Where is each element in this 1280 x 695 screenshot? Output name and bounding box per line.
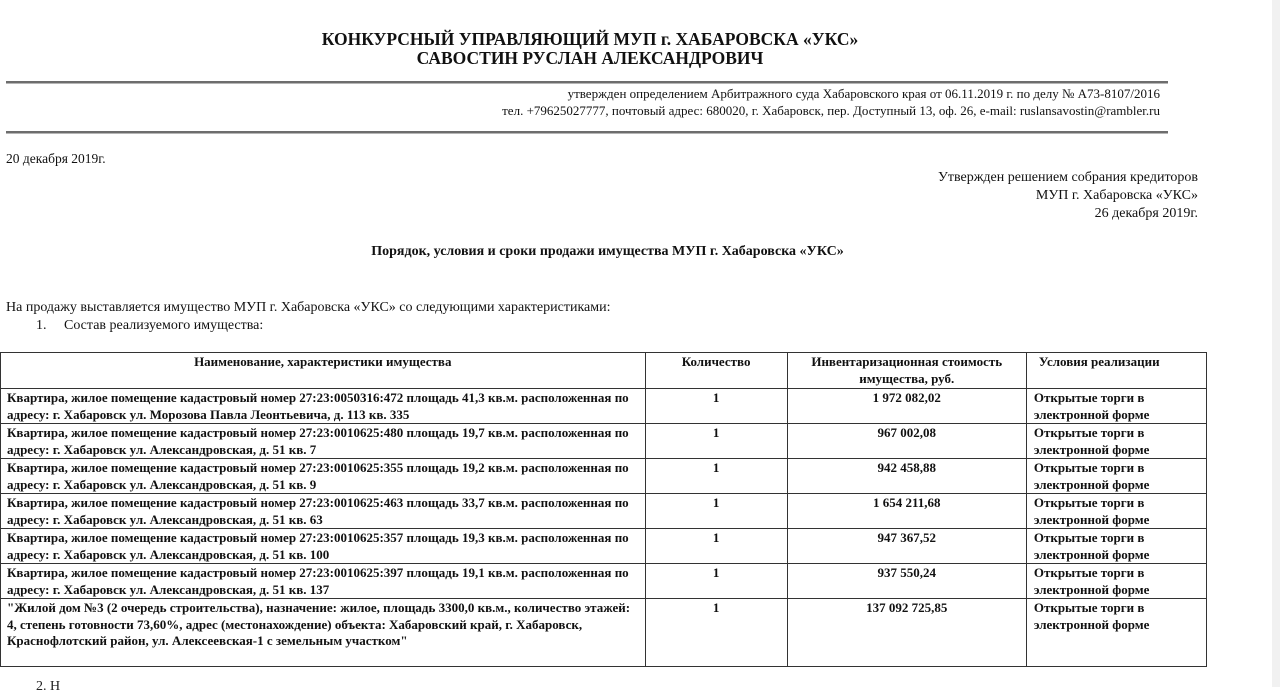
list-item-2-partial: 2. Н [36, 679, 61, 694]
cell-name: Квартира, жилое помещение кадастровый номер 27:23:0010625:357 площадь 19,3 кв.м. расположенная по адресу: г. Хабаровск ул. Александровская, д. 51 кв. 100 [1, 529, 646, 564]
cell-name: Квартира, жилое помещение кадастровый номер 27:23:0010625:355 площадь 19,2 кв.м. расположенная по адресу: г. Хабаровск ул. Александровская, д. 51 кв. 9 [1, 459, 646, 494]
cell-conditions: Открытые торги в электронной форме [1026, 494, 1206, 529]
cell-conditions: Открытые торги в электронной форме [1026, 424, 1206, 459]
column-header-name: Наименование, характеристики имущества [1, 353, 646, 389]
table-row [1, 494, 1207, 529]
column-header-quantity: Количество [645, 353, 787, 389]
cell-cost: 967 002,08 [787, 424, 1026, 459]
header-divider-bottom [6, 131, 1168, 134]
table-row [1, 389, 1207, 424]
cell-conditions: Открытые торги в электронной форме [1026, 529, 1206, 564]
property-table [0, 352, 1207, 667]
cell-cost: 947 367,52 [787, 529, 1026, 564]
cell-name: Квартира, жилое помещение кадастровый номер 27:23:0050316:472 площадь 41,3 кв.м. расположенная по адресу: г. Хабаровск ул. Морозова Павла Леонтьевича, д. 113 кв. 335 [1, 389, 646, 424]
table-row [1, 529, 1207, 564]
cell-cost: 137 092 725,85 [787, 599, 1026, 667]
cell-conditions: Открытые торги в электронной форме [1026, 564, 1206, 599]
intro-paragraph: На продажу выставляется имущество МУП г. Хабаровска «УКС» со следующими характеристиками: [6, 300, 611, 315]
approval-line-1: Утвержден решением собрания кредиторов [937, 170, 1198, 185]
table-row [1, 564, 1207, 599]
table-header-row [1, 353, 1207, 389]
approval-line-3: 26 декабря 2019г. [1094, 206, 1198, 221]
document-heading: Порядок, условия и сроки продажи имущества МУП г. Хабаровска «УКС» [371, 244, 844, 259]
scrollbar-track[interactable] [1272, 0, 1280, 687]
header-title-manager-name: САВОСТИН РУСЛАН АЛЕКСАНДРОВИЧ [416, 48, 764, 68]
cell-quantity: 1 [645, 529, 787, 564]
header-divider-top [6, 81, 1168, 84]
cell-name: Квартира, жилое помещение кадастровый номер 27:23:0010625:463 площадь 33,7 кв.м. расположенная по адресу: г. Хабаровск ул. Александровская, д. 51 кв. 63 [1, 494, 646, 529]
cell-quantity: 1 [645, 494, 787, 529]
cell-quantity: 1 [645, 564, 787, 599]
cell-cost: 937 550,24 [787, 564, 1026, 599]
cell-quantity: 1 [645, 459, 787, 494]
column-header-cost: Инвентаризационная стоимость имущества, руб. [787, 353, 1026, 389]
column-header-conditions: Условия реализации [1026, 353, 1206, 389]
cell-quantity: 1 [645, 424, 787, 459]
cell-quantity: 1 [645, 389, 787, 424]
cell-name: Квартира, жилое помещение кадастровый номер 27:23:0010625:397 площадь 19,1 кв.м. расположенная по адресу: г. Хабаровск ул. Александровская, д. 51 кв. 137 [1, 564, 646, 599]
header-contacts: тел. +79625027777, почтовый адрес: 680020, г. Хабаровск, пер. Доступный 13, оф. 26, e-mail: ruslansavostin@rambler.ru [502, 103, 1160, 118]
cell-cost: 1 654 211,68 [787, 494, 1026, 529]
table-row [1, 424, 1207, 459]
cell-conditions: Открытые торги в электронной форме [1026, 599, 1206, 667]
header-title-organization: КОНКУРСНЫЙ УПРАВЛЯЮЩИЙ МУП г. ХАБАРОВСКА «УКС» [321, 29, 859, 49]
list-item-number: 1. [36, 318, 47, 333]
approval-line-2: МУП г. Хабаровска «УКС» [1035, 188, 1198, 203]
document-date: 20 декабря 2019г. [6, 151, 106, 166]
cell-conditions: Открытые торги в электронной форме [1026, 389, 1206, 424]
cell-cost: 1 972 082,02 [787, 389, 1026, 424]
cell-name: "Жилой дом №3 (2 очередь строительства), назначение: жилое, площадь 3300,0 кв.м., количество этажей: 4, степень готовности 73,60%, адрес (местонахождение) объекта: Хабаровский край, г. Хабаровск, Краснофлотский район, ул. Алексеевская-1 с земельным участком" [1, 599, 646, 667]
cell-name: Квартира, жилое помещение кадастровый номер 27:23:0010625:480 площадь 19,7 кв.м. расположенная по адресу: г. Хабаровск ул. Александровская, д. 51 кв. 7 [1, 424, 646, 459]
cell-quantity: 1 [645, 599, 787, 667]
header-approval-info: утвержден определением Арбитражного суда Хабаровского края от 06.11.2019 г. по делу № А73-8107/2016 [567, 86, 1160, 101]
list-item-1 [36, 318, 263, 334]
cell-cost: 942 458,88 [787, 459, 1026, 494]
list-item-text: Состав реализуемого имущества: [64, 318, 264, 333]
approval-block [938, 169, 1198, 223]
cell-conditions: Открытые торги в электронной форме [1026, 459, 1206, 494]
table-row [1, 599, 1207, 667]
table-row [1, 459, 1207, 494]
